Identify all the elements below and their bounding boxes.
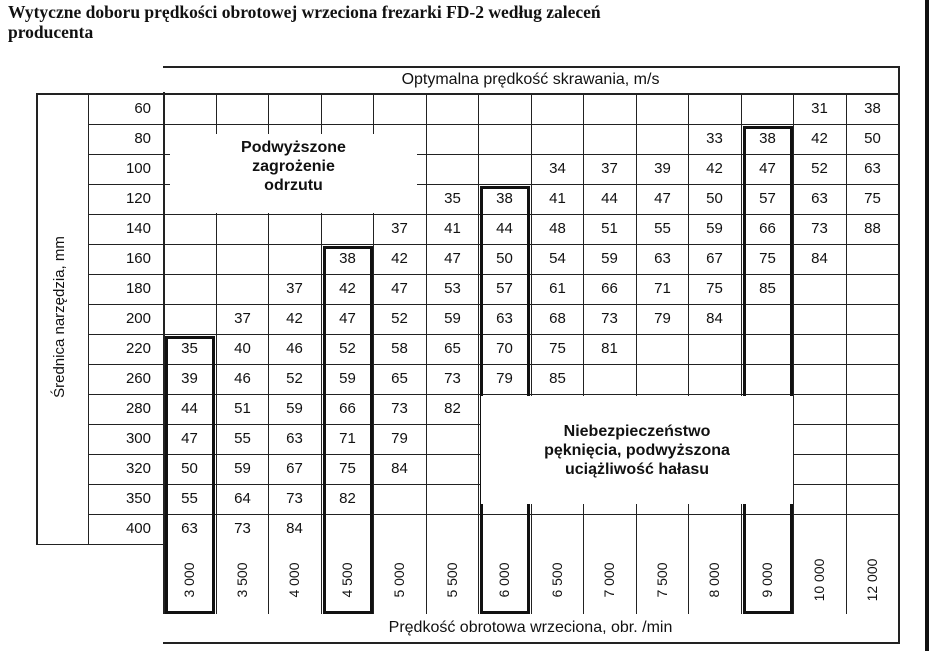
diameter-label: 140 bbox=[125, 220, 151, 237]
table-cell: 40 bbox=[234, 340, 251, 357]
table-cell: 63 bbox=[496, 310, 513, 327]
speed-label: 5 000 bbox=[391, 562, 407, 598]
table-cell: 59 bbox=[339, 370, 356, 387]
table-cell: 51 bbox=[601, 220, 618, 237]
table-cell: 47 bbox=[759, 160, 776, 177]
table-cell: 59 bbox=[286, 400, 303, 417]
table-cell: 61 bbox=[549, 280, 566, 297]
table-cell: 55 bbox=[654, 220, 671, 237]
table-cell: 53 bbox=[444, 280, 461, 297]
table-cell: 47 bbox=[654, 190, 671, 207]
table-cell: 67 bbox=[706, 250, 723, 267]
table-cell: 85 bbox=[549, 370, 566, 387]
table-cell: 73 bbox=[444, 370, 461, 387]
table-cell: 66 bbox=[339, 400, 356, 417]
col-line bbox=[688, 94, 689, 616]
frame-right bbox=[898, 66, 900, 644]
table-cell: 57 bbox=[759, 190, 776, 207]
speed-label: 10 000 bbox=[811, 558, 827, 602]
table-cell: 65 bbox=[444, 340, 461, 357]
speed-label: 6 000 bbox=[496, 562, 512, 598]
table-cell: 79 bbox=[391, 430, 408, 447]
table-cell: 47 bbox=[181, 430, 198, 447]
table-cell: 73 bbox=[391, 400, 408, 417]
diameter-label: 220 bbox=[125, 340, 151, 357]
table-cell: 52 bbox=[391, 310, 408, 327]
table-cell: 58 bbox=[391, 340, 408, 357]
table-cell: 66 bbox=[601, 280, 618, 297]
table-cell: 82 bbox=[339, 490, 356, 507]
table-cell: 70 bbox=[496, 340, 513, 357]
table-cell: 50 bbox=[864, 130, 881, 147]
speed-label: 3 000 bbox=[181, 562, 197, 598]
table-cell: 63 bbox=[811, 190, 828, 207]
col-line bbox=[741, 94, 742, 616]
table-cell: 42 bbox=[391, 250, 408, 267]
table-cell: 73 bbox=[234, 520, 251, 537]
speed-label: 4 500 bbox=[339, 562, 355, 598]
col-line bbox=[531, 94, 532, 616]
diameter-axis-label: Średnica narzędzia, mm bbox=[51, 236, 68, 398]
table-cell: 44 bbox=[601, 190, 618, 207]
table-cell: 50 bbox=[181, 460, 198, 477]
table-cell: 54 bbox=[549, 250, 566, 267]
table-cell: 81 bbox=[601, 340, 618, 357]
col-line bbox=[793, 94, 794, 616]
frame-header-bottom bbox=[36, 93, 898, 95]
table-cell: 42 bbox=[706, 160, 723, 177]
table-cell: 37 bbox=[391, 220, 408, 237]
diameter-label: 350 bbox=[125, 490, 151, 507]
table-cell: 79 bbox=[654, 310, 671, 327]
table-cell: 52 bbox=[811, 160, 828, 177]
table-cell: 73 bbox=[286, 490, 303, 507]
table-cell: 75 bbox=[549, 340, 566, 357]
table-cell: 41 bbox=[549, 190, 566, 207]
diameter-label: 100 bbox=[125, 160, 151, 177]
table-cell: 35 bbox=[444, 190, 461, 207]
table-cell: 71 bbox=[654, 280, 671, 297]
title-line-2: producenta bbox=[8, 22, 94, 42]
diameter-label: 80 bbox=[134, 130, 151, 147]
diameter-label: 320 bbox=[125, 460, 151, 477]
table-cell: 42 bbox=[339, 280, 356, 297]
frame-bottom bbox=[163, 642, 898, 644]
table-cell: 47 bbox=[339, 310, 356, 327]
table-cell: 44 bbox=[496, 220, 513, 237]
table-cell: 55 bbox=[234, 430, 251, 447]
table-cell: 59 bbox=[601, 250, 618, 267]
table-cell: 63 bbox=[654, 250, 671, 267]
frame-rows-bottom bbox=[36, 544, 163, 545]
table-cell: 73 bbox=[601, 310, 618, 327]
table-cell: 73 bbox=[811, 220, 828, 237]
diameter-label: 300 bbox=[125, 430, 151, 447]
table-cell: 31 bbox=[811, 100, 828, 117]
frame-left bbox=[36, 94, 38, 544]
table-cell: 63 bbox=[286, 430, 303, 447]
table-cell: 41 bbox=[444, 220, 461, 237]
speed-label: 5 500 bbox=[444, 562, 460, 598]
table-cell: 51 bbox=[234, 400, 251, 417]
highlight-column bbox=[165, 336, 215, 614]
title-line-1: Wytyczne doboru prędkości obrotowej wrzeciona frezarki FD-2 według zaleceń bbox=[8, 2, 601, 22]
diameter-label: 160 bbox=[125, 250, 151, 267]
table-cell: 37 bbox=[601, 160, 618, 177]
table-cell: 75 bbox=[759, 250, 776, 267]
table-cell: 84 bbox=[706, 310, 723, 327]
note-recoil-risk bbox=[170, 134, 417, 213]
table-cell: 68 bbox=[549, 310, 566, 327]
table-cell: 88 bbox=[864, 220, 881, 237]
table-cell: 50 bbox=[706, 190, 723, 207]
table-cell: 57 bbox=[496, 280, 513, 297]
table-cell: 55 bbox=[181, 490, 198, 507]
table-cell: 79 bbox=[496, 370, 513, 387]
col-line bbox=[636, 94, 637, 616]
table-cell: 50 bbox=[496, 250, 513, 267]
table-cell: 66 bbox=[759, 220, 776, 237]
table-cell: 82 bbox=[444, 400, 461, 417]
table-cell: 75 bbox=[339, 460, 356, 477]
table-cell: 39 bbox=[654, 160, 671, 177]
note-breakage-risk bbox=[481, 396, 793, 504]
table-cell: 71 bbox=[339, 430, 356, 447]
table-cell: 75 bbox=[864, 190, 881, 207]
diameter-label: 120 bbox=[125, 190, 151, 207]
note-bottom-line-3: uciążliwość hałasu bbox=[564, 461, 710, 478]
spindle-speed-header: Prędkość obrotowa wrzeciona, obr. /min bbox=[163, 614, 898, 642]
speed-label: 3 500 bbox=[234, 562, 250, 598]
diameter-label: 400 bbox=[125, 520, 151, 537]
highlight-column bbox=[323, 246, 373, 614]
table-cell: 65 bbox=[391, 370, 408, 387]
note-top-line-3: odrzutu bbox=[264, 177, 323, 194]
table-cell: 42 bbox=[286, 310, 303, 327]
speed-label: 7 500 bbox=[654, 562, 670, 598]
cutting-speed-header: Optymalna prędkość skrawania, m/s bbox=[163, 68, 898, 92]
table-cell: 38 bbox=[496, 190, 513, 207]
col-line bbox=[426, 94, 427, 616]
table-cell: 38 bbox=[864, 100, 881, 117]
table-cell: 47 bbox=[391, 280, 408, 297]
table-cell: 52 bbox=[339, 340, 356, 357]
table-cell: 64 bbox=[234, 490, 251, 507]
table-cell: 38 bbox=[759, 130, 776, 147]
table-cell: 47 bbox=[444, 250, 461, 267]
speed-label: 7 000 bbox=[601, 562, 617, 598]
speed-label: 9 000 bbox=[759, 562, 775, 598]
note-bottom-line-2: pęknięcia, podwyższona bbox=[544, 442, 730, 459]
speed-label: 6 500 bbox=[549, 562, 565, 598]
table-cell: 84 bbox=[391, 460, 408, 477]
table-cell: 52 bbox=[286, 370, 303, 387]
note-top-line-2: zagrożenie bbox=[252, 158, 335, 175]
highlight-column bbox=[743, 126, 793, 614]
diameter-label: 200 bbox=[125, 310, 151, 327]
speed-label: 12 000 bbox=[864, 558, 880, 602]
speed-label: 8 000 bbox=[706, 562, 722, 598]
col-line bbox=[846, 94, 847, 616]
table-cell: 63 bbox=[181, 520, 198, 537]
speed-label: 4 000 bbox=[286, 562, 302, 598]
diameter-label: 180 bbox=[125, 280, 151, 297]
table-cell: 44 bbox=[181, 400, 198, 417]
table-cell: 59 bbox=[706, 220, 723, 237]
table-cell: 67 bbox=[286, 460, 303, 477]
table-cell: 33 bbox=[706, 130, 723, 147]
note-bottom-line-1: Niebezpieczeństwo bbox=[563, 423, 711, 440]
table-cell: 34 bbox=[549, 160, 566, 177]
table-cell: 42 bbox=[811, 130, 828, 147]
note-top-line-1: Podwyższone bbox=[241, 139, 346, 156]
table-cell: 84 bbox=[811, 250, 828, 267]
table-cell: 63 bbox=[864, 160, 881, 177]
diameter-label: 280 bbox=[125, 400, 151, 417]
table-cell: 84 bbox=[286, 520, 303, 537]
table-cell: 46 bbox=[234, 370, 251, 387]
diameter-label: 60 bbox=[134, 100, 151, 117]
table-cell: 46 bbox=[286, 340, 303, 357]
diameter-label: 260 bbox=[125, 370, 151, 387]
col-line bbox=[478, 94, 479, 616]
table-cell: 39 bbox=[181, 370, 198, 387]
table-cell: 48 bbox=[549, 220, 566, 237]
table-cell: 75 bbox=[706, 280, 723, 297]
table-cell: 85 bbox=[759, 280, 776, 297]
table-cell: 59 bbox=[234, 460, 251, 477]
row-line bbox=[88, 124, 898, 125]
table-cell: 37 bbox=[286, 280, 303, 297]
col-line bbox=[583, 94, 584, 616]
table-cell: 59 bbox=[444, 310, 461, 327]
table-cell: 38 bbox=[339, 250, 356, 267]
table-cell: 37 bbox=[234, 310, 251, 327]
table-cell: 35 bbox=[181, 340, 198, 357]
